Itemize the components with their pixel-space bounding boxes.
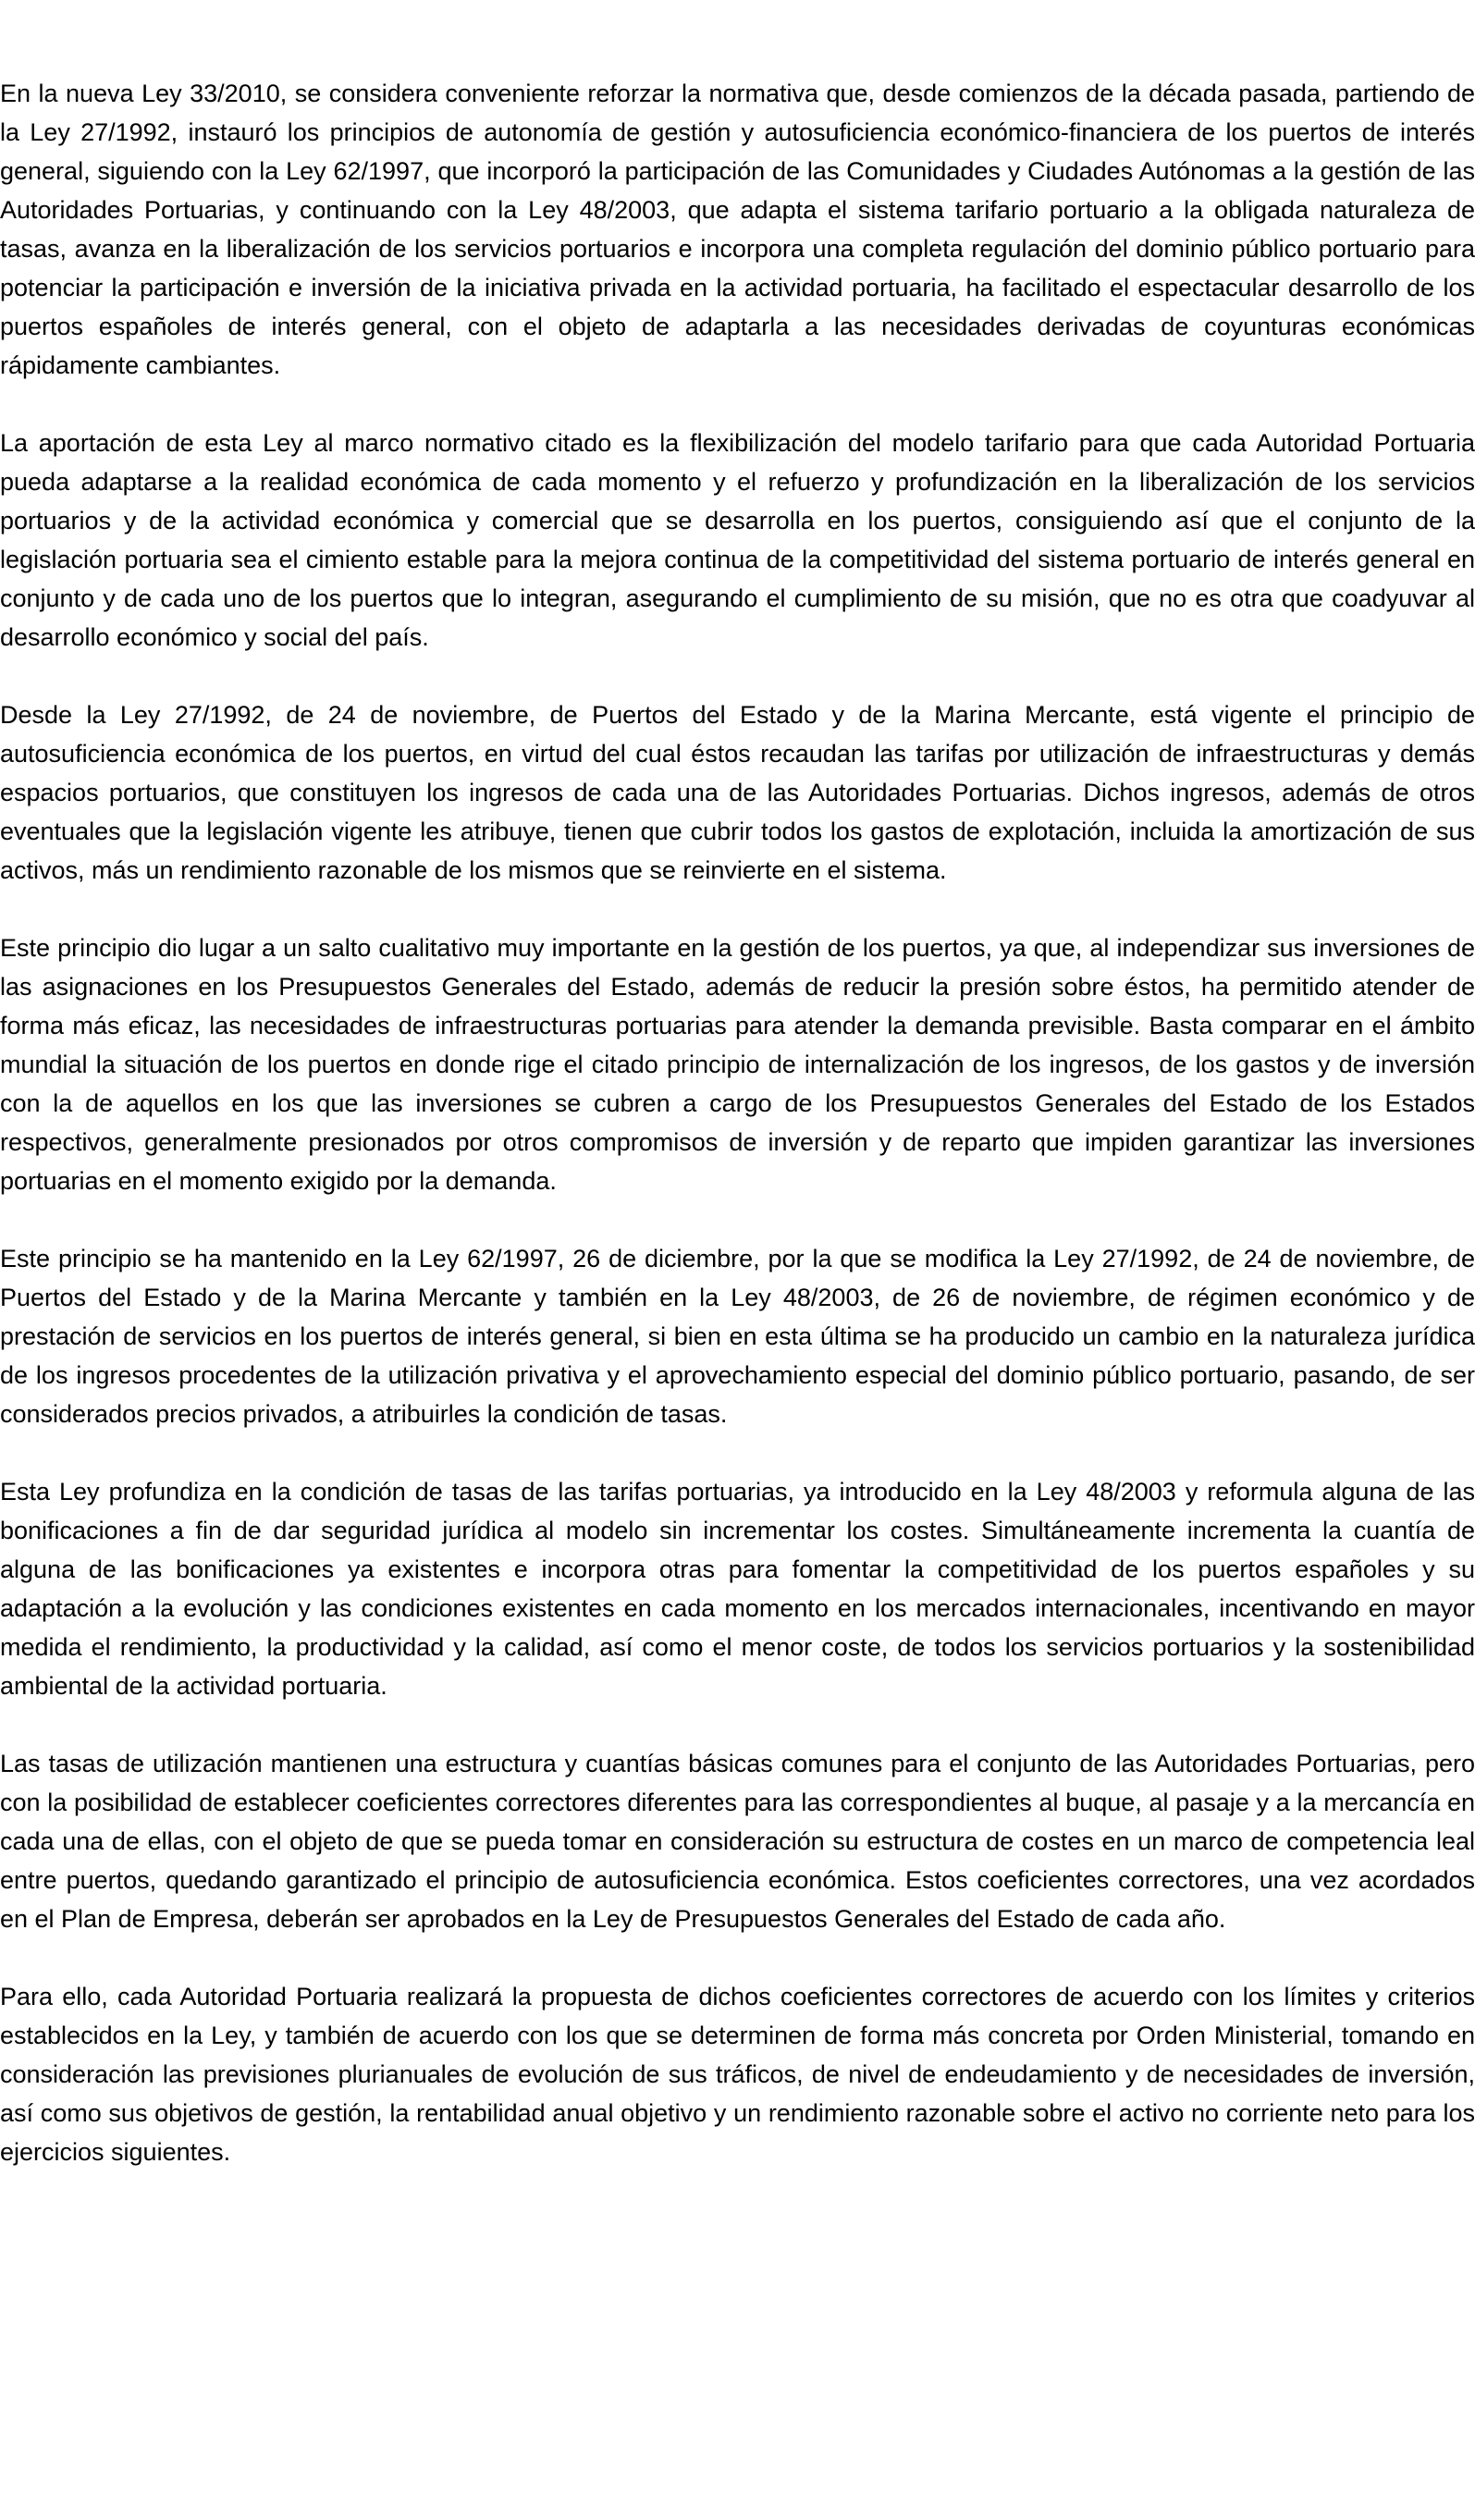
paragraph-2: La aportación de esta Ley al marco normativo citado es la flexibilización del modelo tarifario para que cada Autoridad Portuaria pueda adaptarse a la realidad económica de cada momento y el refuerzo y profundización en la liberalización de los servicios portuarios y de la actividad económica y comercial que se desarrolla en los puertos, consiguiendo así que el conjunto de la legislación portuaria sea el cimiento estable para la mejora continua de la competitividad del sistema portuario de interés general en conjunto y de cada uno de los puertos que lo integran, asegurando el cumplimiento de su misión, que no es otra que coadyuvar al desarrollo económico y social del país.: [0, 429, 1475, 651]
paragraph-1: En la nueva Ley 33/2010, se considera conveniente reforzar la normativa que, desde comienzos de la década pasada, partiendo de la Ley 27/1992, instauró los principios de autonomía de gestión y autosuficiencia económico-financiera de los puertos de interés general, siguiendo con la Ley 62/1997, que incorporó la participación de las Comunidades y Ciudades Autónomas a la gestión de las Autoridades Portuarias, y continuando con la Ley 48/2003, que adapta el sistema tarifario portuario a la obligada naturaleza de tasas, avanza en la liberalización de los servicios portuarios e incorpora una completa regulación del dominio público portuario para potenciar la participación e inversión de la iniciativa privada en la actividad portuaria, ha facilitado el espectacular desarrollo de los puertos españoles de interés general, con el objeto de adaptarla a las necesidades derivadas de coyunturas económicas rápidamente cambiantes.: [0, 80, 1475, 379]
paragraph-8: Para ello, cada Autoridad Portuaria realizará la propuesta de dichos coeficientes correctores de acuerdo con los límites y criterios establecidos en la Ley, y también de acuerdo con los que se determinen de forma más concreta por Orden Ministerial, tomando en consideración las previsiones plurianuales de evolución de sus tráficos, de nivel de endeudamiento y de necesidades de inversión, así como sus objetivos de gestión, la rentabilidad anual objetivo y un rendimiento razonable sobre el activo no corriente neto para los ejercicios siguientes.: [0, 1983, 1475, 2166]
paragraph-3: Desde la Ley 27/1992, de 24 de noviembre, de Puertos del Estado y de la Marina Mercante, está vigente el principio de autosuficiencia económica de los puertos, en virtud del cual éstos recaudan las tarifas por utilización de infraestructuras y demás espacios portuarios, que constituyen los ingresos de cada una de las Autoridades Portuarias. Dichos ingresos, además de otros eventuales que la legislación vigente les atribuye, tienen que cubrir todos los gastos de explotación, incluida la amortización de sus activos, más un rendimiento razonable de los mismos que se reinvierte en el sistema.: [0, 701, 1475, 884]
document-page: [0, 74, 1475, 2210]
paragraph-4: Este principio dio lugar a un salto cualitativo muy importante en la gestión de los puertos, ya que, al independizar sus inversiones de las asignaciones en los Presupuestos Generales del Estado, además de reducir la presión sobre éstos, ha permitido atender de forma más eficaz, las necesidades de infraestructuras portuarias para atender la demanda previsible. Basta comparar en el ámbito mundial la situación de los puertos en donde rige el citado principio de internalización de los ingresos, de los gastos y de inversión con la de aquellos en los que las inversiones se cubren a cargo de los Presupuestos Generales del Estado de los Estados respectivos, generalmente presionados por otros compromisos de inversión y de reparto que impiden garantizar las inversiones portuarias en el momento exigido por la demanda.: [0, 934, 1475, 1195]
paragraph-5: Este principio se ha mantenido en la Ley 62/1997, 26 de diciembre, por la que se modifica la Ley 27/1992, de 24 de noviembre, de Puertos del Estado y de la Marina Mercante y también en la Ley 48/2003, de 26 de noviembre, de régimen económico y de prestación de servicios en los puertos de interés general, si bien en esta última se ha producido un cambio en la naturaleza jurídica de los ingresos procedentes de la utilización privativa y el aprovechamiento especial del dominio público portuario, pasando, de ser considerados precios privados, a atribuirles la condición de tasas.: [0, 1245, 1475, 1428]
paragraph-7: Las tasas de utilización mantienen una estructura y cuantías básicas comunes para el conjunto de las Autoridades Portuarias, pero con la posibilidad de establecer coeficientes correctores diferentes para las correspondientes al buque, al pasaje y a la mercancía en cada una de ellas, con el objeto de que se pueda tomar en consideración su estructura de costes en un marco de competencia leal entre puertos, quedando garantizado el principio de autosuficiencia económica. Estos coeficientes correctores, una vez acordados en el Plan de Empresa, deberán ser aprobados en la Ley de Presupuestos Generales del Estado de cada año.: [0, 1750, 1475, 1933]
paragraph-6: Esta Ley profundiza en la condición de tasas de las tarifas portuarias, ya introducido en la Ley 48/2003 y reformula alguna de las bonificaciones a fin de dar seguridad jurídica al modelo sin incrementar los costes. Simultáneamente incrementa la cuantía de alguna de las bonificaciones ya existentes e incorpora otras para fomentar la competitividad de los puertos españoles y su adaptación a la evolución y las condiciones existentes en cada momento en los mercados internacionales, incentivando en mayor medida el rendimiento, la productividad y la calidad, así como el menor coste, de todos los servicios portuarios y la sostenibilidad ambiental de la actividad portuaria.: [0, 1478, 1475, 1700]
